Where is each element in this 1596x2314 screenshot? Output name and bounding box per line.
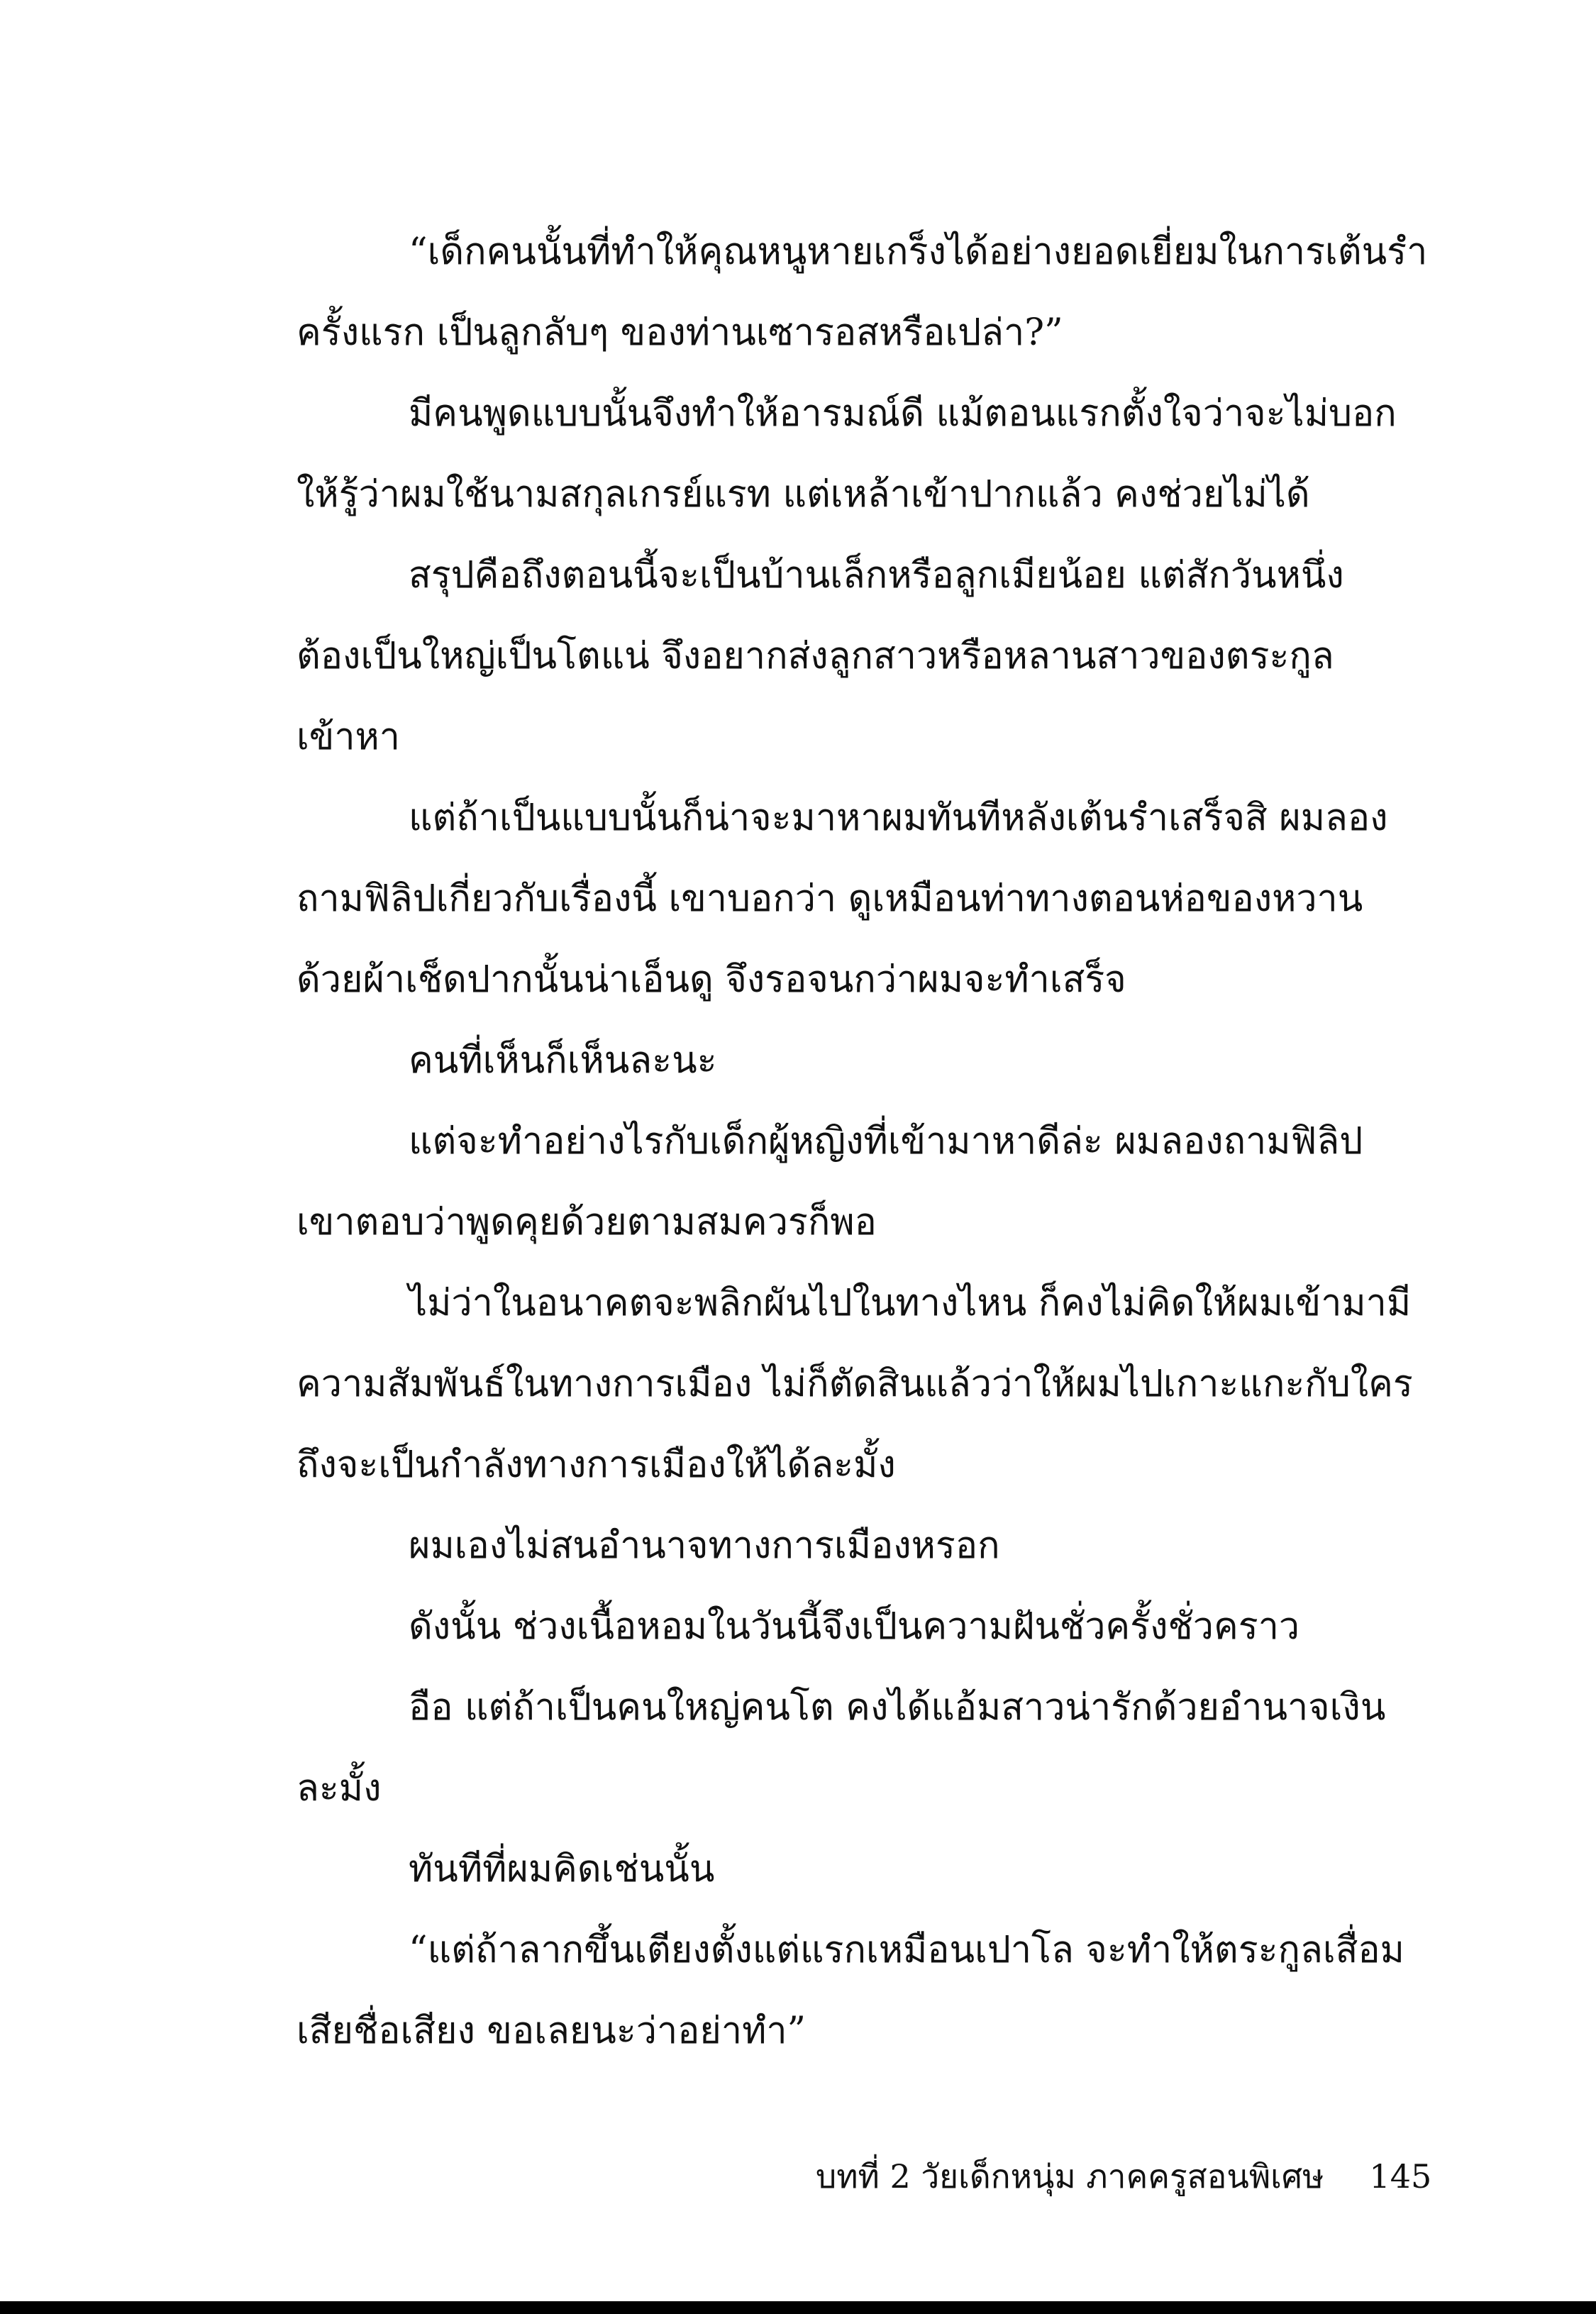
text-line: ให้รู้ว่าผมใช้นามสกุลเกรย์แรท แต่เหล้าเข้าปากแล้ว คงช่วยไม่ได้ xyxy=(297,473,1310,516)
text-line: เสียชื่อเสียง ขอเลยนะว่าอย่าทำ” xyxy=(297,2010,807,2052)
text-line: ด้วยผ้าเช็ดปากนั้นน่าเอ็นดู จึงรอจนกว่าผมจะทำเสร็จ xyxy=(297,958,1126,1001)
bottom-edge-bar xyxy=(0,2301,1596,2314)
text-line: ต้องเป็นใหญ่เป็นโตแน่ จึงอยากส่งลูกสาวหรือหลานสาวของตระกูล xyxy=(297,635,1334,677)
text-line: ถามฟิลิปเกี่ยวกับเรื่องนี้ เขาบอกว่า ดูเหมือนท่าทางตอนห่อของหวาน xyxy=(297,878,1363,920)
text-line: ความสัมพันธ์ในทางการเมือง ไม่ก็ตัดสินแล้วว่าให้ผมไปเกาะแกะกับใคร xyxy=(297,1363,1413,1405)
page-number: 145 xyxy=(1369,2157,1432,2196)
text-line: ถึงจะเป็นกำลังทางการเมืองให้ได้ละมั้ง xyxy=(297,1444,896,1486)
text-line: ละมั้ง xyxy=(297,1767,382,1810)
page-footer xyxy=(816,2148,1432,2205)
text-line: ทันทีที่ผมคิดเช่นนั้น xyxy=(409,1848,715,1890)
text-line: ครั้งแรก เป็นลูกลับๆ ของท่านเซารอสหรือเปล่า?” xyxy=(297,311,1063,354)
text-line: “เด็กคนนั้นที่ทำให้คุณหนูหายเกร็งได้อย่างยอดเยี่ยมในการเต้นรำ xyxy=(409,231,1428,273)
text-line: คนที่เห็นก็เห็นละนะ xyxy=(409,1039,717,1082)
text-line: เขาตอบว่าพูดคุยด้วยตามสมควรก็พอ xyxy=(297,1201,877,1244)
text-line: ผมเองไม่สนอำนาจทางการเมืองหรอก xyxy=(409,1524,1000,1567)
text-line: ไม่ว่าในอนาคตจะพลิกผันไปในทางไหน ก็คงไม่คิดให้ผมเข้ามามี xyxy=(409,1282,1412,1324)
text-line: มีคนพูดแบบนั้นจึงทำให้อารมณ์ดี แม้ตอนแรกตั้งใจว่าจะไม่บอก xyxy=(409,392,1397,435)
text-line: สรุปคือถึงตอนนี้จะเป็นบ้านเล็กหรือลูกเมียน้อย แต่สักวันหนึ่ง xyxy=(409,554,1344,597)
text-line: แต่ถ้าเป็นแบบนั้นก็น่าจะมาหาผมทันทีหลังเต้นรำเสร็จสิ ผมลอง xyxy=(409,797,1388,839)
running-footer-chapter: บทที่ 2 วัยเด็กหนุ่ม ภาคครูสอนพิเศษ xyxy=(816,2157,1324,2196)
text-line: แต่จะทำอย่างไรกับเด็กผู้หญิงที่เข้ามาหาดีล่ะ ผมลองถามฟิลิป xyxy=(409,1120,1363,1163)
text-line: เข้าหา xyxy=(297,716,400,758)
text-line: อือ แต่ถ้าเป็นคนใหญ่คนโต คงได้แอ้มสาวน่ารักด้วยอำนาจเงิน xyxy=(409,1686,1386,1729)
text-line: ดังนั้น ช่วงเนื้อหอมในวันนี้จึงเป็นความฝันชั่วครั้งชั่วคราว xyxy=(409,1605,1300,1648)
text-line: “แต่ถ้าลากขึ้นเตียงตั้งแต่แรกเหมือนเปาโล จะทำให้ตระกูลเสื่อม xyxy=(409,1929,1404,1971)
